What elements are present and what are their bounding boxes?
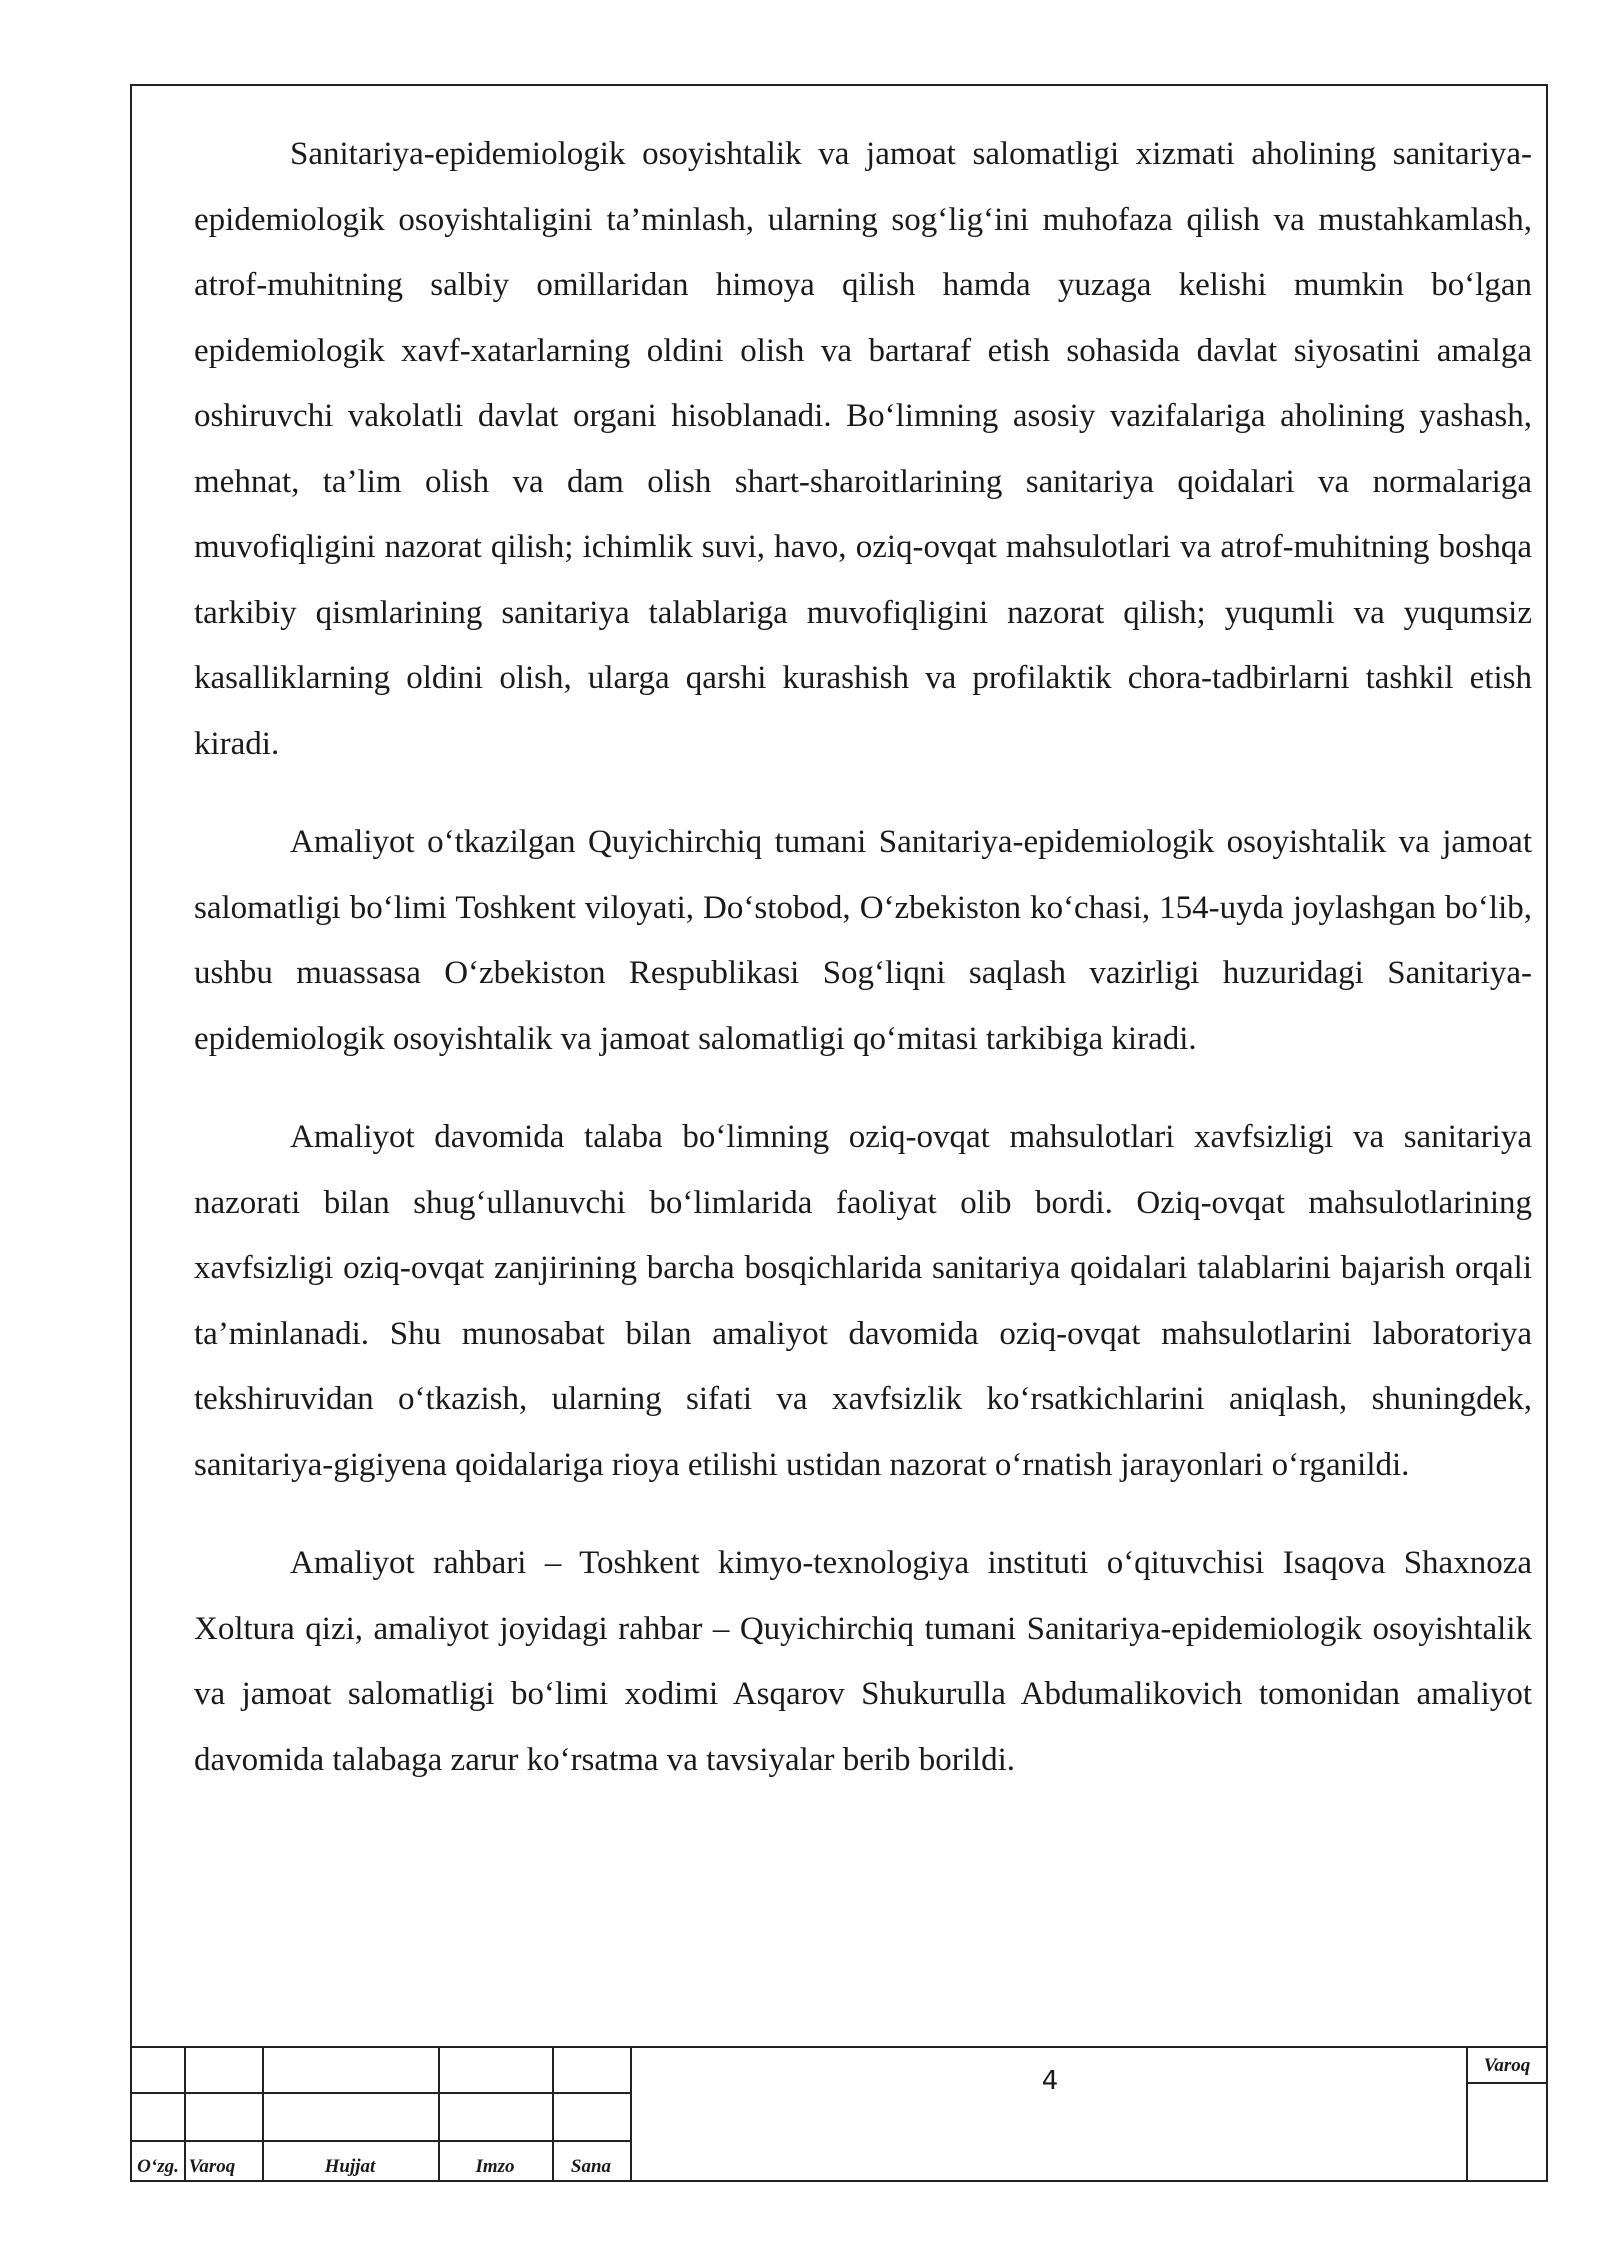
stamp-header-date: Sana — [570, 2156, 612, 2177]
stamp-header-change: O‘zg. — [137, 2156, 179, 2177]
page-number: 4 — [1041, 2066, 1059, 2096]
stamp-header-signature: Imzo — [475, 2156, 515, 2177]
document-body — [194, 122, 1532, 1826]
paragraph-2: Amaliyot o‘tkazilgan Quyichirchiq tumani Sanitariya-epidemiologik osoyishtalik va jamoat salomatligi bo‘limi Toshkent viloyati, Do‘stobod, O‘zbekiston ko‘chasi, 154-uyda joylashgan bo‘lib, ushbu muassasa O‘zbekiston Respublikasi Sog‘liqni saqlash vazirligi huzuridagi Sanitariya-epidemiologik osoyishtalik va jamoat salomatligi qo‘mitasi tarkibiga kiradi. — [194, 824, 1532, 1057]
title-block-stamp — [132, 2046, 1546, 2180]
stamp-grid — [132, 2048, 632, 2180]
stamp-header-document: Hujjat — [324, 2156, 376, 2177]
stamp-header-sheet: Varoq — [188, 2156, 236, 2177]
stamp-row-line — [132, 2140, 632, 2142]
paragraph-3: Amaliyot davomida talaba bo‘limning oziq-ovqat mahsulotlari xavfsizligi va sanitariya nazorati bilan shug‘ullanuvchi bo‘limlarida faoliyat olib bordi. Oziq-ovqat mahsulotlarining xavfsizligi oziq-ovqat zanjirining barcha bosqichlarida sanitariya qoidalari talablarini bajarish orqali ta’minlanadi. Shu munosabat bilan amaliyot davomida oziq-ovqat mahsulotlarini laboratoriya tekshiruvidan o‘tkazish, ularning sifati va xavfsizlik ko‘rsatkichlarini aniqlash, shuningdek, sanitariya-gigiyena qoidalariga rioya etilishi ustidan nazorat o‘rnatish jarayonlari o‘rganildi. — [194, 1119, 1532, 1483]
sheet-number-box — [1466, 2048, 1546, 2180]
page-frame — [130, 84, 1548, 2182]
sheet-label: Varoq — [1468, 2052, 1546, 2084]
stamp-row-line — [132, 2092, 632, 2094]
paragraph-4: Amaliyot rahbari – Toshkent kimyo-texnologiya instituti o‘qituvchisi Isaqova Shaxnoza Xoltura qizi, amaliyot joyidagi rahbar – Quyichirchiq tumani Sanitariya-epidemiologik osoyishtalik va jamoat salomatligi bo‘limi xodimi Asqarov Shukurulla Abdumalikovich tomonidan amaliyot davomida talabaga zarur ko‘rsatma va tavsiyalar berib borildi. — [194, 1545, 1532, 1778]
paragraph-1: Sanitariya-epidemiologik osoyishtalik va jamoat salomatligi xizmati aholining sanitariya-epidemiologik osoyishtaligini ta’minlash, ularning sog‘lig‘ini muhofaza qilish va mustahkamlash, atrof-muhitning salbiy omillaridan himoya qilish hamda yuzaga kelishi mumkin bo‘lgan epidemiologik xavf-xatarlarning oldini olish va bartaraf etish sohasida davlat siyosatini amalga oshiruvchi vakolatli davlat organi hisoblanadi. Bo‘limning asosiy vazifalariga aholining yashash, mehnat, ta’lim olish va dam olish shart-sharoitlarining sanitariya qoidalari va normalariga muvofiqligini nazorat qilish; ichimlik suvi, havo, oziq-ovqat mahsulotlari va atrof-muhitning boshqa tarkibiy qismlarining sanitariya talablariga muvofiqligini nazorat qilish; yuqumli va yuqumsiz kasalliklarning oldini olish, ularga qarshi kurashish va profilaktik chora-tadbirlarni tashkil etish kiradi. — [194, 136, 1532, 762]
